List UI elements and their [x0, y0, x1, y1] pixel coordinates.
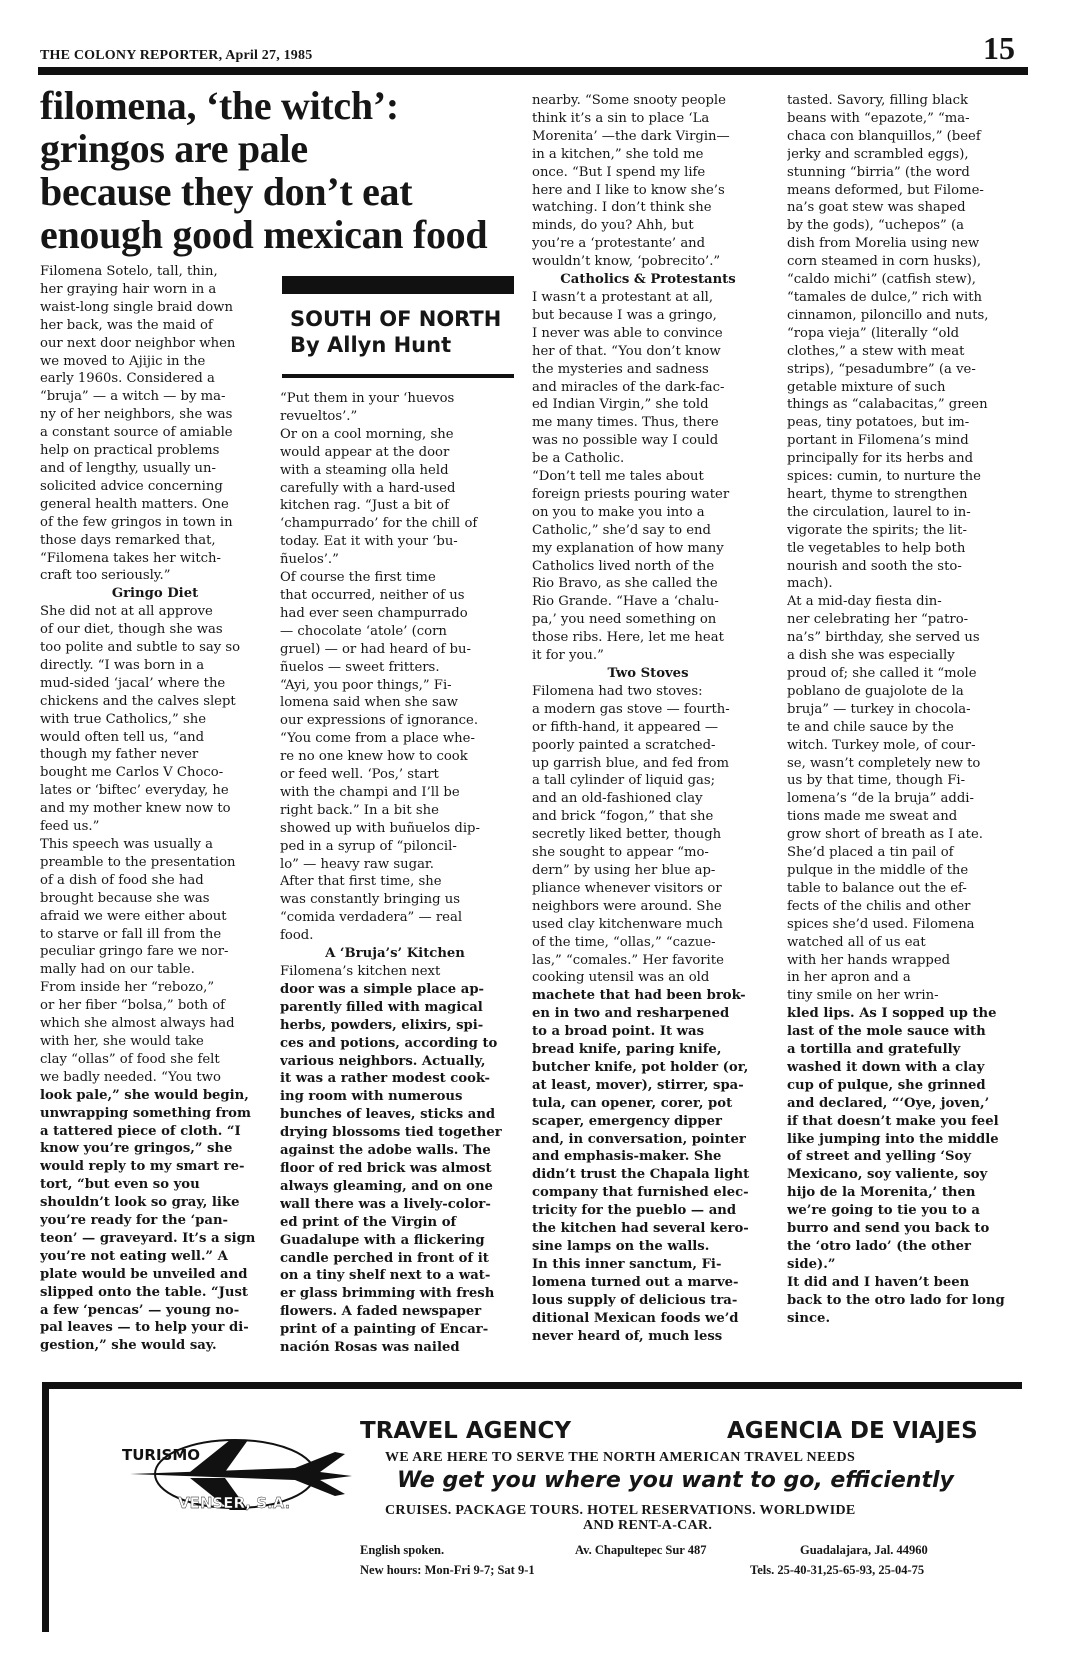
article-line: my explanation of how many [532, 540, 724, 556]
article-line: it was a rather modest cook- [280, 1071, 491, 1087]
article-line: “Ayi, you poor things,” Fi- [280, 677, 452, 693]
article-line: food. [280, 928, 314, 944]
article-line: wouldn’t know, ‘pobrecito’.” [532, 254, 721, 270]
article-line: a modern gas stove — fourth- [532, 701, 730, 717]
article-line: was no possible way I could [532, 433, 719, 449]
ad-hours: New hours: Mon-Fri 9-7; Sat 9-1 [360, 1563, 535, 1577]
article-line: our next door neighbor when [40, 335, 236, 351]
article-line: candle perched in front of it [280, 1250, 489, 1266]
article-line: “comida verdadera” — real [280, 910, 463, 926]
masthead: THE COLONY REPORTER, April 27, 1985 [40, 48, 313, 63]
article-line: of our diet, though she was [40, 622, 223, 638]
article-line: carefully with a hard-used [280, 480, 456, 496]
article-line: neighbors were around. She [532, 898, 722, 914]
article-line: and of lengthy, usually un- [40, 460, 216, 476]
article-line: Filomena Sotelo, tall, thin, [40, 264, 218, 279]
article-line: and brick “fogon,” that she [532, 809, 714, 825]
article-line: portant in Filomena’s mind [787, 433, 969, 449]
article-line: look pale,” she would begin, [40, 1087, 249, 1103]
article-line: ces and potions, according to [280, 1035, 498, 1051]
article-line: too polite and subtle to say so [40, 640, 241, 656]
article-line: “caldo michi” (catfish stew), [787, 272, 976, 288]
article-line: in a kitchen,” she told me [532, 146, 704, 162]
article-line: with a steaming olla held [280, 462, 449, 478]
logo-text-bottom: VENSER, S.A. [178, 1494, 291, 1512]
article-line: tort, “but even so you [40, 1177, 200, 1193]
article-column-4 [787, 92, 1017, 1328]
article-line: ‘champurrado’ for the chill of [280, 516, 478, 532]
article-line: ing room with numerous [280, 1089, 463, 1105]
article-line: butcher knife, pot holder (or, [532, 1059, 749, 1075]
article-line: dish from Morelia using new [787, 236, 980, 252]
headline-line: gringos are pale [40, 126, 308, 171]
article-line: though my father never [40, 747, 199, 763]
article-line: brought because she was [40, 890, 210, 906]
article-line: stunning “birria” (the word [787, 164, 970, 180]
article-line: las,” “comales.” Her favorite [532, 952, 724, 968]
article-line: chaca con blanquillos,” (beef [787, 128, 981, 144]
article-line: poblano de guajolote de la [787, 683, 964, 699]
article-line: a dish she was especially [787, 648, 955, 664]
subheading: Two Stoves [607, 666, 689, 681]
article-line: craft too seriously.” [40, 568, 171, 584]
article-line: waist-long single braid down [40, 299, 233, 315]
article-line: herbs, powders, elixirs, spi- [280, 1017, 484, 1033]
article-line: directly. “I was born in a [40, 657, 205, 673]
article-line: help on practical problems [40, 443, 220, 459]
article-line: the ‘otro lado’ (the other [787, 1239, 971, 1254]
article-line: er glass brimming with fresh [280, 1286, 495, 1302]
ad-title-spanish: AGENCIA DE VIAJES [727, 1418, 978, 1444]
article-line: a constant source of amiable [40, 425, 233, 441]
article-line: bunches of leaves, sticks and [280, 1107, 496, 1123]
article-line: afraid we were either about [40, 908, 227, 924]
airplane-logo-icon [120, 1432, 360, 1512]
article-line: of street and yelling ‘Soy [787, 1149, 971, 1165]
article-line: witch. Turkey mole, of cour- [787, 737, 976, 753]
article-line: Rio Bravo, as she called the [532, 576, 718, 592]
page-number: 15 [983, 30, 1015, 66]
article-line: “ropa vieja” (literally “old [787, 325, 960, 341]
article-line: always gleaming, and on one [280, 1178, 493, 1194]
article-line: with the champi and I’ll be [280, 784, 460, 800]
article-line: preamble to the presentation [40, 854, 236, 870]
article-line: at least, mover), stirrer, spa- [532, 1077, 744, 1093]
article-line: and emphasis-maker. She [532, 1149, 722, 1165]
logo-text-top: TURISMO [122, 1446, 201, 1464]
article-line: we’re going to tie you to a [787, 1203, 980, 1219]
article-line: nación Rosas was nailed [280, 1340, 460, 1356]
article-line: of the time, “ollas,” “cazue- [532, 934, 716, 950]
article-line: lates or ‘biftec’ everyday, he [40, 783, 229, 799]
article-line: Catholics lived north of the [532, 558, 715, 574]
article-line: principally for its herbs and [787, 451, 974, 467]
article-line: dern” by using her blue ap- [532, 862, 716, 878]
article-line: things as “calabacitas,” green [787, 397, 988, 413]
article-line: ped in a syrup of “piloncil- [280, 838, 457, 854]
article-line: te and chile sauce by the [787, 719, 954, 735]
article-line: cinnamon, piloncillo and nuts, [787, 307, 989, 323]
article-line: and an old-fashioned clay [532, 791, 703, 807]
article-line: tle vegetables to help both [787, 540, 966, 556]
article-line: chickens and the calves slept [40, 693, 236, 709]
article-line: on a tiny shelf next to a wat- [280, 1268, 491, 1284]
article-line: bruja” — turkey in chocola- [787, 701, 971, 717]
article-line: pulque in the middle of the [787, 862, 969, 878]
article-line: to a broad point. It was [532, 1024, 704, 1040]
article-line: She’d placed a tin pail of [787, 845, 954, 861]
article-line: After that first time, she [280, 874, 442, 890]
article-line: with true Catholics,” she [40, 711, 207, 727]
article-line: or feed well. ‘Pos,’ start [280, 767, 439, 783]
article-line: jerky and scrambled eggs), [787, 146, 969, 162]
article-line: peculiar gringo fare we nor- [40, 944, 229, 960]
article-line: you’re ready for the ‘pan- [40, 1213, 229, 1229]
article-line: lous supply of delicious tra- [532, 1292, 738, 1308]
article-line: watched all of us eat [787, 934, 926, 950]
article-line: back to the otro lado for long [787, 1292, 1005, 1308]
article-line: showed up with buñuelos dip- [280, 820, 480, 836]
article-line: didn’t trust the Chapala light [532, 1167, 750, 1183]
article-line: ñuelos’.” [280, 552, 339, 568]
article-line: a tortilla and gratefully [787, 1042, 961, 1058]
article-line: or her fiber “bolsa,” both of [40, 998, 226, 1014]
article-line: tricity for the pueblo — and [532, 1203, 737, 1219]
article-line: against the adobe walls. The [280, 1143, 491, 1159]
article-line: slipped onto the table. “Just [40, 1284, 248, 1300]
column-bar [282, 276, 514, 294]
article-line: Of course the first time [280, 570, 436, 586]
article-line: tula, can opener, corer, pot [532, 1095, 733, 1111]
article-line: it for you.” [532, 648, 604, 664]
article-line: “Put them in your ‘huevos [280, 391, 455, 406]
article-line: — chocolate ‘atole’ (corn [280, 623, 447, 639]
article-line: ny of her neighbors, she was [40, 407, 233, 423]
ad-tagline: WE ARE HERE TO SERVE THE NORTH AMERICAN TRAVEL NEEDS [385, 1450, 856, 1465]
article-line: know you’re gringos,” she [40, 1141, 233, 1157]
article-line: a few ‘pencas’ — young no- [40, 1302, 240, 1318]
article-line: would reply to my smart re- [40, 1159, 245, 1175]
article-line: Or on a cool morning, she [280, 426, 454, 442]
article-line: bought me Carlos V Choco- [40, 765, 224, 781]
article-line: and declared, “‘Oye, joven,’ [787, 1095, 990, 1111]
column-rule [282, 374, 514, 378]
article-line: lomena’s “de la bruja” addi- [787, 791, 974, 807]
article-line: From inside her “rebozo,” [40, 980, 215, 996]
article-line: corn steamed in corn husks), [787, 254, 982, 270]
article-line: Catholic,” she’d say to end [532, 522, 711, 538]
article-line: minds, do you? Ahh, but [532, 218, 694, 234]
article-line: getable mixture of such [787, 379, 946, 395]
article-line: clay “ollas” of food she felt [40, 1051, 220, 1067]
article-line: general health matters. One [40, 496, 229, 512]
article-line: a tattered piece of cloth. “I [40, 1123, 241, 1139]
article-line: flowers. A faded newspaper [280, 1304, 482, 1320]
article-line: we badly needed. “You two [40, 1069, 221, 1085]
article-line: her graying hair worn in a [40, 281, 217, 297]
article-line: to starve or fall ill from the [40, 926, 222, 942]
article-line: na’s goat stew was shaped [787, 200, 966, 216]
article-line: kitchen rag. “Just a bit of [280, 498, 449, 514]
article-line: peas, tiny potatoes, but im- [787, 415, 970, 431]
article-line: up garrish blue, and fed from [532, 755, 729, 771]
article-line: you’re not eating well.” A [40, 1248, 228, 1264]
article-line: Guadalupe with a flickering [280, 1232, 485, 1248]
article-line: Filomena’s kitchen next [280, 964, 441, 979]
article-line: se, wasn’t completely new to [787, 755, 981, 771]
article-line: “Filomena takes her witch- [40, 550, 221, 566]
article-line: en in two and resharpened [532, 1006, 730, 1022]
article-line: na’s” birthday, she served us [787, 630, 980, 646]
article-line: scaper, emergency dipper [532, 1113, 722, 1129]
subheading: Catholics & Protestants [560, 272, 736, 288]
article-line: cup of pulque, she grinned [787, 1077, 986, 1093]
headline-line: filomena, ‘the witch’: [40, 83, 399, 128]
article-line: ditional Mexican foods we’d [532, 1310, 739, 1326]
article-line: be a Catholic. [532, 451, 625, 467]
article-line: like jumping into the middle [787, 1131, 999, 1147]
article-line: In this inner sanctum, Fi- [532, 1256, 722, 1272]
article-line: Morenita’ —the dark Virgin— [532, 128, 730, 144]
article-line: foreign priests pouring water [532, 486, 730, 502]
article-line: “Don’t tell me tales about [532, 469, 704, 485]
article-line: last of the mole sauce with [787, 1024, 986, 1040]
article-line: side).” [787, 1256, 836, 1272]
article-line: This speech was usually a [40, 837, 214, 852]
article-line: here and I like to know she’s [532, 182, 725, 198]
article-line: “tamales de dulce,” rich with [787, 289, 983, 305]
ad-phones: Tels. 25-40-31,25-65-93, 25-04-75 [750, 1563, 925, 1577]
article-line: burro and send you back to [787, 1221, 990, 1237]
article-line: by the gods), “uchepos” (a [787, 218, 965, 234]
article-line: sine lamps on the walls. [532, 1239, 710, 1254]
article-line: print of a painting of Encar- [280, 1322, 489, 1338]
article-line: right back.” In a bit she [280, 802, 439, 818]
article-line: think it’s a sin to place ‘La [532, 110, 710, 126]
subheading: Gringo Diet [111, 586, 199, 602]
article-line: secretly liked better, though [532, 827, 722, 843]
article-line: those ribs. Here, let me heat [532, 630, 724, 646]
article-line: kled lips. As I sopped up the [787, 1006, 997, 1022]
article-column-1 [40, 263, 270, 1355]
article-line: nearby. “Some snooty people [532, 93, 726, 108]
headline [40, 83, 488, 257]
article-line: vigorate the spirits; the lit- [787, 522, 967, 538]
article-line: solicited advice concerning [40, 478, 223, 494]
article-line: but because I was a gringo, [532, 307, 717, 323]
article-line: spices she’d used. Filomena [787, 916, 975, 932]
article-line: ed Indian Virgin,” she told [532, 397, 709, 413]
article-line: gestion,” she would say. [40, 1338, 217, 1354]
article-line: heart, thyme to strengthen [787, 486, 968, 502]
article-line: in her apron and a [787, 970, 911, 986]
article-line: pal leaves — to help your di- [40, 1320, 249, 1336]
article-line: Filomena had two stoves: [532, 683, 703, 699]
header-rule [38, 67, 1028, 75]
article-line: would appear at the door [280, 444, 450, 460]
headline-line: because they don’t eat [40, 169, 413, 214]
article-line: re no one knew how to cook [280, 749, 468, 765]
article-line: lomena turned out a marve- [532, 1274, 739, 1290]
article-line: had ever seen champurrado [280, 605, 468, 621]
article-line: the kitchen had several kero- [532, 1221, 749, 1237]
article-line: It did and I haven’t been [787, 1274, 970, 1290]
article-line: once. “But I spend my life [532, 164, 706, 180]
subheading: A ‘Bruja’s’ Kitchen [325, 946, 465, 962]
article-line: a tall cylinder of liquid gas; [532, 773, 716, 789]
article-line: you’re a ‘protestante’ and [532, 236, 706, 252]
article-line: her back, was the maid of [40, 317, 213, 333]
article-line: spices: cumin, to nurture the [787, 469, 981, 485]
article-line: means deformed, but Filome- [787, 182, 984, 198]
article-line: machete that had been brok- [532, 988, 746, 1004]
article-line: cooking utensil was an old [532, 970, 710, 986]
article-line: ed print of the Virgin of [280, 1214, 457, 1230]
article-line: since. [787, 1310, 831, 1326]
article-line: Rio Grande. “Have a ‘chalu- [532, 594, 719, 610]
article-line: the circulation, laurel to in- [787, 504, 971, 520]
article-line: was constantly bringing us [280, 892, 461, 908]
column-heading [290, 306, 510, 358]
article-line: ñuelos — sweet fritters. [280, 659, 440, 675]
article-line: tiny smile on her wrin- [787, 988, 939, 1004]
ad-slogan: We get you where you want to go, efficiently [397, 1468, 954, 1493]
article-line: lo” — heavy raw sugar. [280, 856, 434, 872]
article-line: washed it down with a clay [787, 1059, 985, 1075]
article-line: watching. I don’t think she [532, 200, 712, 216]
article-line: she sought to appear “mo- [532, 845, 709, 861]
article-line: shouldn’t look so gray, like [40, 1195, 240, 1211]
article-line: Mexicano, soy valiente, soy [787, 1167, 988, 1183]
article-column-3 [532, 92, 764, 1345]
article-line: floor of red brick was almost [280, 1160, 492, 1176]
article-line: that occurred, neither of us [280, 587, 465, 603]
article-line: mud-sided ‘jacal’ where the [40, 675, 226, 691]
article-line: proud of; she called it “mole [787, 666, 977, 681]
article-line: “bruja” — a witch — by ma- [40, 389, 226, 405]
article-line: I wasn’t a protestant at all, [532, 289, 714, 305]
article-line: lomena said when she saw [280, 695, 458, 711]
article-line: the mysteries and sadness [532, 361, 709, 377]
article-line: and miracles of the dark-fac- [532, 379, 725, 395]
article-line: and my mother knew now to [40, 801, 231, 817]
article-line: our expressions of ignorance. [280, 713, 479, 729]
column-title: SOUTH OF NORTH [290, 307, 502, 331]
article-line: used clay kitchenware much [532, 916, 723, 932]
article-line: fects of the chilis and other [787, 898, 971, 914]
article-line: clothes,” a stew with meat [787, 343, 965, 359]
article-line: bread knife, paring knife, [532, 1042, 722, 1058]
article-line: me many times. Thus, there [532, 415, 719, 431]
article-line: pa,’ you need something on [532, 612, 717, 628]
article-line: grow short of breath as I ate. [787, 827, 983, 843]
article-line: her of that. “You don’t know [532, 343, 721, 359]
article-line: with her, she would take [40, 1033, 204, 1049]
ad-city: Guadalajara, Jal. 44960 [800, 1543, 928, 1557]
article-line: of a dish of food she had [40, 872, 204, 888]
article-line: of the few gringos in town in [40, 514, 233, 530]
article-line: pliance whenever visitors or [532, 880, 722, 896]
article-line: plate would be unveiled and [40, 1266, 248, 1282]
article-line: company that furnished elec- [532, 1185, 749, 1201]
article-line: I never was able to convince [532, 325, 723, 341]
ad-english-spoken: English spoken. [360, 1543, 445, 1557]
article-line: us by that time, though Fi- [787, 773, 966, 789]
article-line: door was a simple place ap- [280, 981, 485, 997]
article-line: we moved to Ajijic in the [40, 353, 206, 369]
article-line: poorly painted a scratched- [532, 737, 716, 753]
ad-address: Av. Chapultepec Sur 487 [575, 1543, 707, 1557]
article-line: hijo de la Morenita,’ then [787, 1185, 976, 1201]
ad-services: CRUISES. PACKAGE TOURS. HOTEL RESERVATIONS. WORLDWIDE [385, 1503, 856, 1518]
article-line: At a mid-day fiesta din- [787, 594, 942, 610]
article-line: revueltos’.” [280, 408, 358, 424]
article-line: tions made me sweat and [787, 809, 958, 825]
article-line: wall there was a lively-color- [280, 1196, 491, 1212]
article-line: “You come from a place whe- [280, 731, 475, 747]
article-line: various neighbors. Actually, [280, 1053, 486, 1069]
article-line: strips), “pesadumbre” (a ve- [787, 361, 976, 377]
article-line: never heard of, much less [532, 1328, 723, 1344]
article-line: teon’ — graveyard. It’s a sign [40, 1230, 256, 1246]
article-line: She did not at all approve [40, 604, 213, 620]
article-line: and, in conversation, pointer [532, 1131, 746, 1147]
article-line: on you to make you into a [532, 504, 705, 520]
article-line: if that doesn’t make you feel [787, 1113, 999, 1129]
article-line: drying blossoms tied together [280, 1125, 502, 1141]
ad-services-cont: AND RENT-A-CAR. [583, 1518, 713, 1533]
headline-line: enough good mexican food [40, 212, 488, 257]
article-line: feed us.” [40, 819, 100, 835]
article-line: table to balance out the ef- [787, 880, 967, 896]
article-column-2 [280, 390, 510, 1357]
article-line: nourish and sooth the sto- [787, 558, 962, 574]
article-line: those days remarked that, [40, 532, 216, 548]
article-line: with her hands wrapped [787, 952, 951, 968]
article-line: today. Eat it with your ‘bu- [280, 534, 458, 550]
article-line: ner celebrating her “patro- [787, 612, 969, 628]
article-line: mally had on our table. [40, 962, 195, 978]
article-line: tasted. Savory, filling black [787, 93, 969, 108]
article-line: gruel) — or had heard of bu- [280, 641, 471, 657]
article-line: which she almost always had [40, 1016, 235, 1032]
article-line: would often tell us, “and [40, 729, 205, 745]
article-line: or fifth-hand, it appeared — [532, 719, 719, 735]
article-line: beans with “epazote,” “ma- [787, 110, 970, 126]
article-line: parently filled with magical [280, 999, 483, 1015]
article-line: mach). [787, 576, 833, 592]
byline: By Allyn Hunt [290, 333, 452, 357]
article-line: early 1960s. Considered a [40, 371, 215, 387]
article-line: unwrapping something from [40, 1105, 251, 1121]
ad-title-english: TRAVEL AGENCY [360, 1418, 571, 1444]
